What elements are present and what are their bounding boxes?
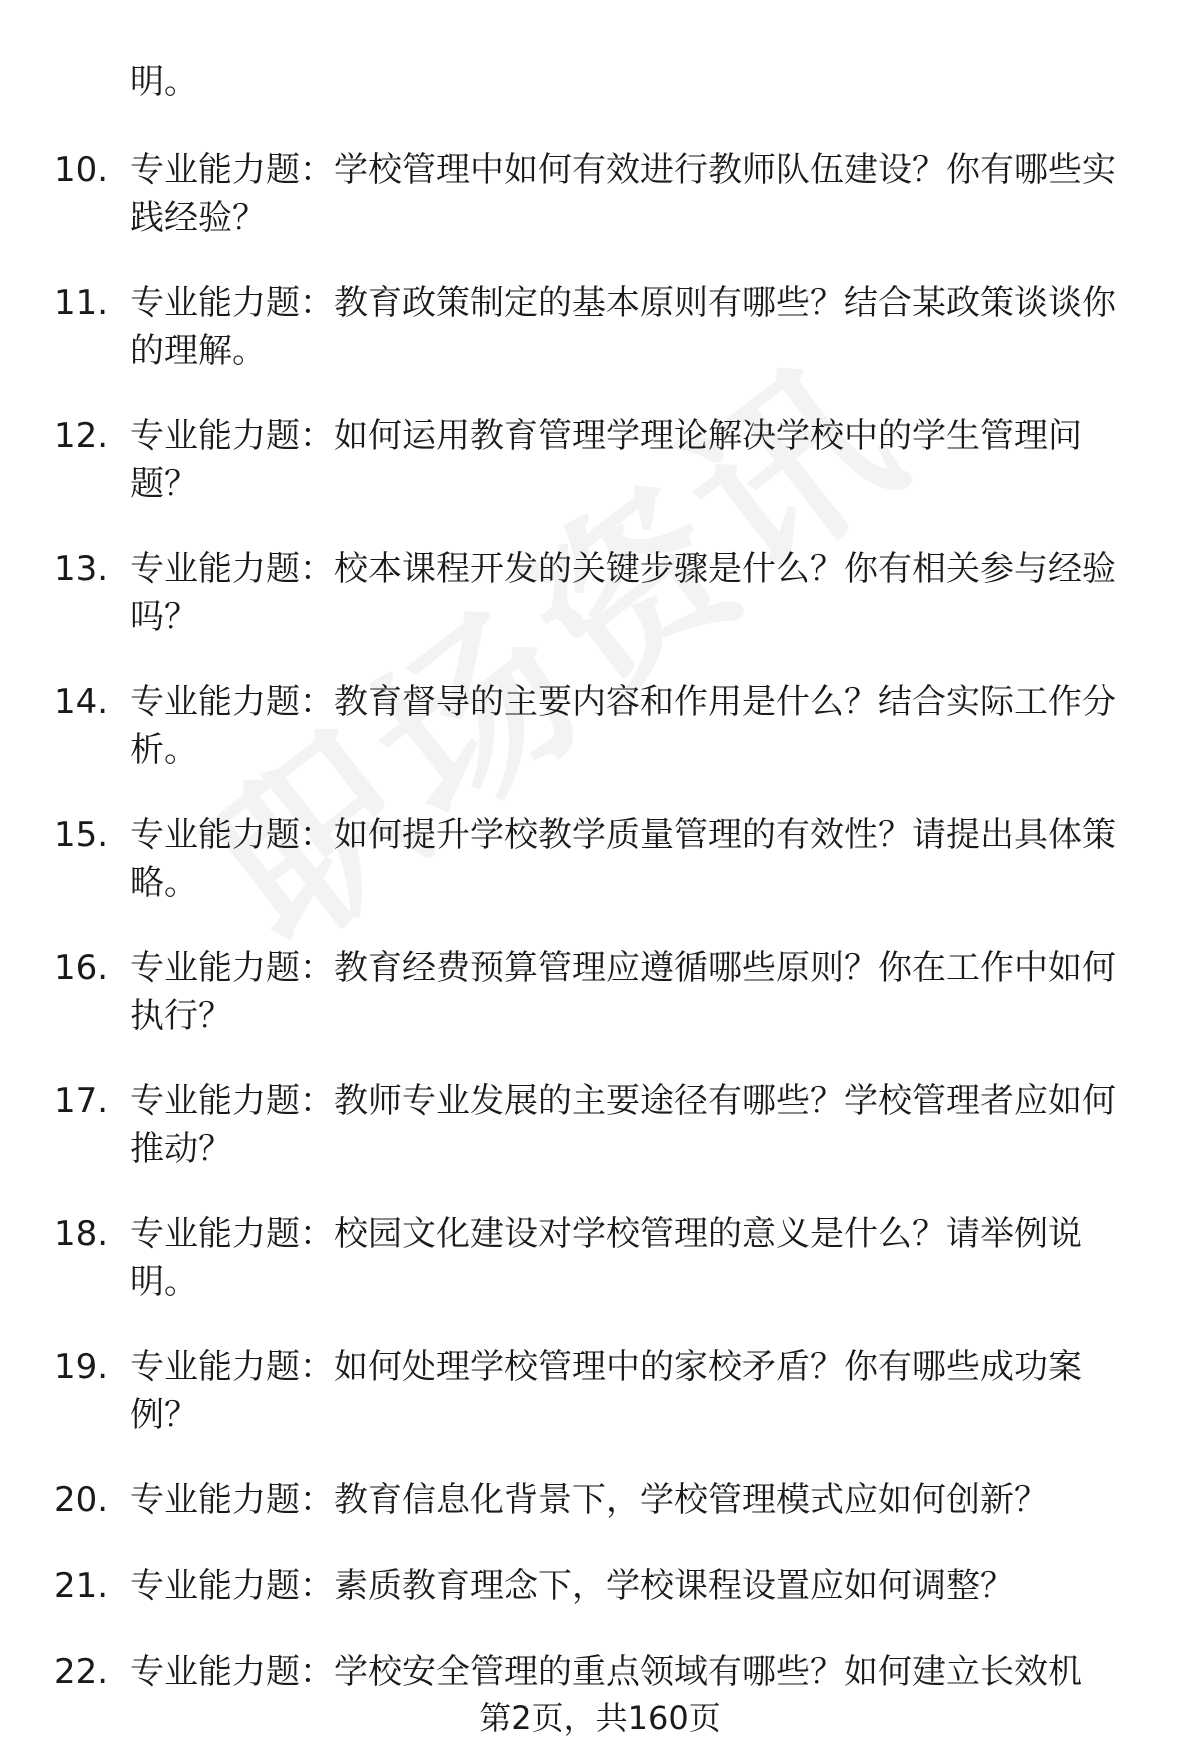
question-text: 专业能力题：教师专业发展的主要途径有哪些？学校管理者应如何推动？ [130, 1081, 1116, 1169]
question-list [0, 124, 1200, 1712]
list-item [0, 922, 1200, 1055]
question-text: 专业能力题：教育督导的主要内容和作用是什么？结合实际工作分析。 [130, 682, 1116, 770]
question-number: 18. [54, 1214, 109, 1254]
question-text: 专业能力题：如何处理学校管理中的家校矛盾？你有哪些成功案例？ [130, 1347, 1082, 1435]
page-footer: 第2页，共160页 [479, 1699, 721, 1737]
question-number: 11. [54, 283, 109, 323]
list-item [0, 656, 1200, 789]
question-text: 专业能力题：如何提升学校教学质量管理的有效性？请提出具体策略。 [130, 815, 1116, 903]
question-number: 21. [54, 1566, 109, 1606]
question-text: 专业能力题：教育经费预算管理应遵循哪些原则？你在工作中如何执行？ [130, 948, 1116, 1036]
list-item [0, 390, 1200, 523]
question-number: 12. [54, 416, 109, 456]
question-number: 13. [54, 549, 109, 589]
question-text: 专业能力题：学校管理中如何有效进行教师队伍建设？你有哪些实践经验？ [130, 150, 1116, 238]
continued-text: 明。 [130, 62, 198, 102]
list-item [0, 124, 1200, 257]
question-text: 专业能力题：校本课程开发的关键步骤是什么？你有相关参与经验吗？ [130, 549, 1116, 637]
list-item [0, 1454, 1200, 1540]
question-text: 专业能力题：素质教育理念下，学校课程设置应如何调整？ [130, 1566, 1014, 1606]
list-item [0, 523, 1200, 656]
question-number: 10. [54, 150, 109, 190]
list-item [0, 1540, 1200, 1626]
question-number: 20. [54, 1480, 109, 1520]
list-item [0, 789, 1200, 922]
question-number: 22. [54, 1652, 109, 1692]
list-item [0, 1321, 1200, 1454]
question-number: 15. [54, 815, 109, 855]
question-number: 16. [54, 948, 109, 988]
list-item [0, 1188, 1200, 1321]
list-item [0, 257, 1200, 390]
question-number: 17. [54, 1081, 109, 1121]
question-text: 专业能力题：学校安全管理的重点领域有哪些？如何建立长效机 [130, 1652, 1082, 1692]
question-text: 专业能力题：校园文化建设对学校管理的意义是什么？请举例说明。 [130, 1214, 1082, 1302]
list-item [0, 1055, 1200, 1188]
question-number: 14. [54, 682, 109, 722]
question-number: 19. [54, 1347, 109, 1387]
question-text: 专业能力题：教育政策制定的基本原则有哪些？结合某政策谈谈你的理解。 [130, 283, 1116, 371]
question-text: 专业能力题：教育信息化背景下，学校管理模式应如何创新？ [130, 1480, 1048, 1520]
question-text: 专业能力题：如何运用教育管理学理论解决学校中的学生管理问题？ [130, 416, 1082, 504]
